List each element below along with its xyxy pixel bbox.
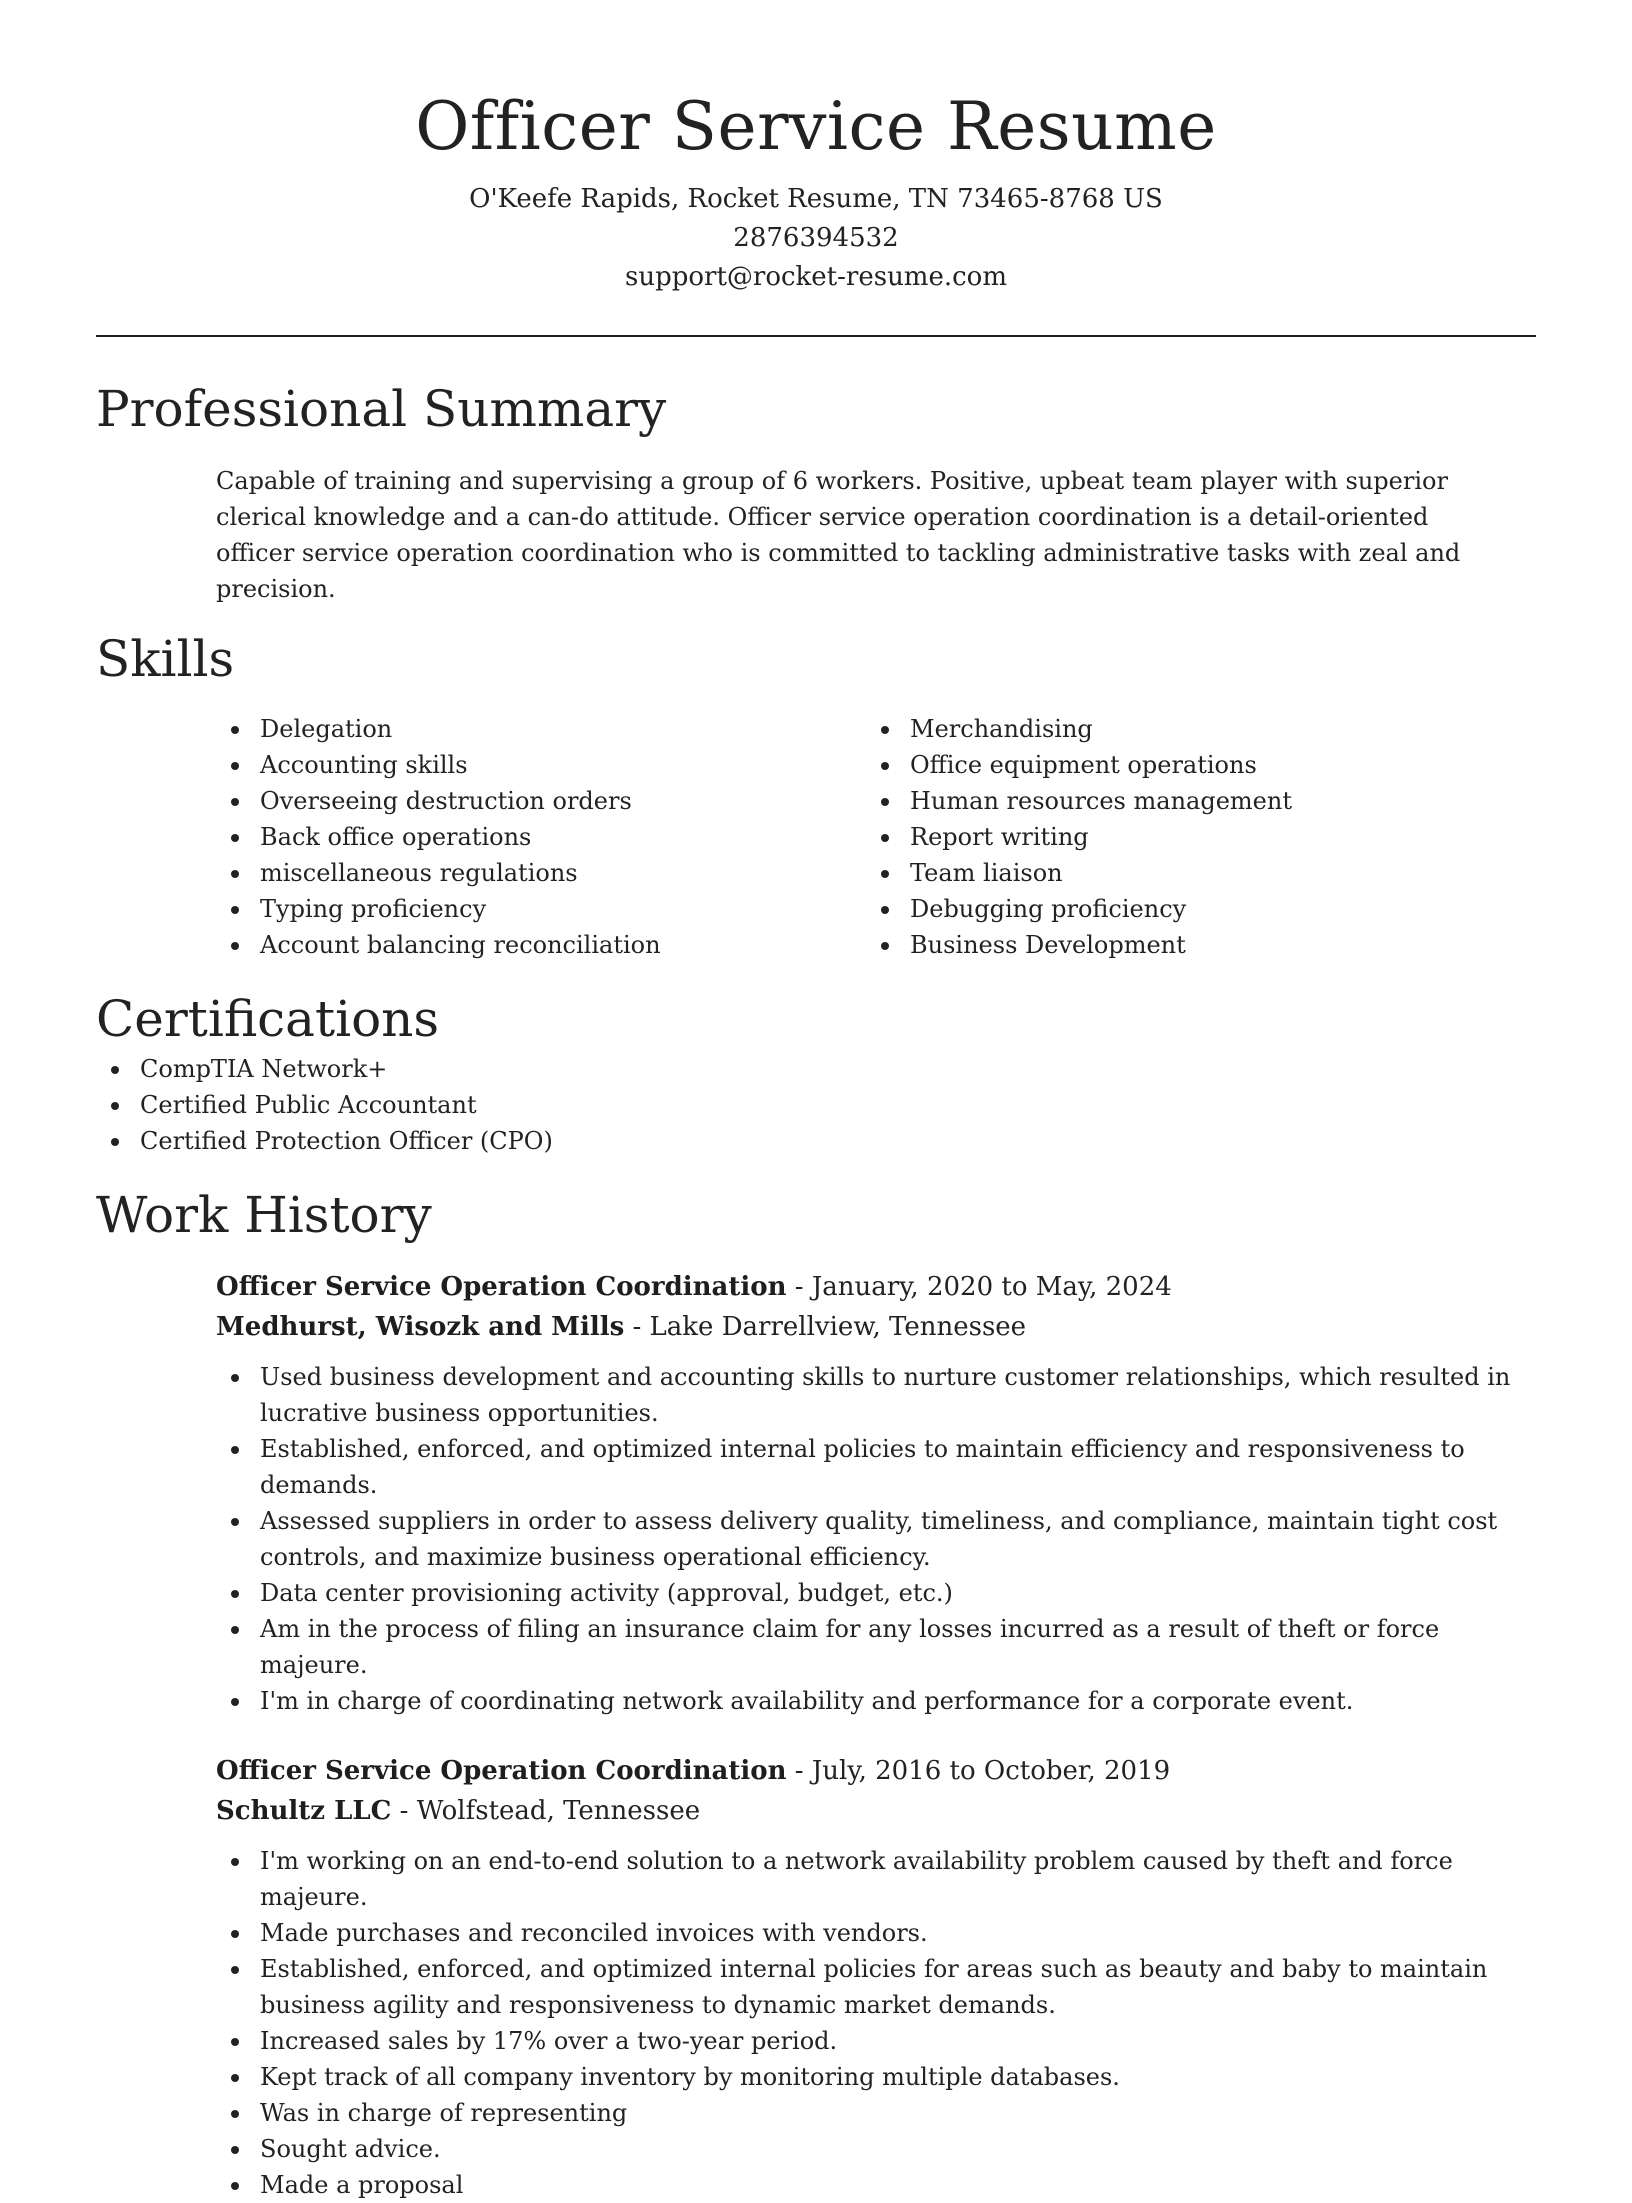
resume-header [96, 0, 1536, 297]
job-bullets [216, 1843, 1536, 2203]
header-divider [96, 335, 1536, 337]
work-history-heading: Work History [96, 1186, 432, 1244]
skills-list-right [866, 711, 1516, 963]
job-entry [216, 1751, 1536, 2203]
summary-section [96, 377, 1536, 607]
job-title-line [216, 1751, 1536, 1791]
contact-phone: 2876394532 [733, 223, 899, 253]
job-title: Officer Service Operation Coordination [216, 1272, 787, 1302]
job-location: - Wolfstead, Tennessee [391, 1796, 701, 1826]
job-dates: - July, 2016 to October, 2019 [786, 1756, 1171, 1786]
skill-item: Report writing [866, 819, 1516, 855]
job-entry [216, 1267, 1536, 1719]
summary-heading: Professional Summary [96, 380, 667, 438]
certification-item: Certified Public Accountant [96, 1087, 1536, 1123]
job-company-line [216, 1791, 1536, 1831]
skill-item: Team liaison [866, 855, 1516, 891]
job-bullet: I'm in charge of coordinating network availability and performance for a corporate event. [216, 1683, 1536, 1719]
certification-item: CompTIA Network+ [96, 1051, 1536, 1087]
skills-column-left [216, 711, 866, 963]
job-bullet: Was in charge of representing [216, 2095, 1536, 2131]
job-title: Officer Service Operation Coordination [216, 1756, 787, 1786]
skills-heading: Skills [96, 630, 235, 688]
skill-item: Overseeing destruction orders [216, 783, 866, 819]
job-bullet: Established, enforced, and optimized internal policies for areas such as beauty and baby to maintain business agility and responsiveness to dynamic market demands. [216, 1951, 1536, 2023]
job-bullet: Made purchases and reconciled invoices with vendors. [216, 1915, 1536, 1951]
skills-column-right [866, 711, 1516, 963]
certifications-section [96, 987, 1536, 1159]
job-company: Schultz LLC [216, 1796, 392, 1826]
skill-item: Merchandising [866, 711, 1516, 747]
job-bullet: Sought advice. [216, 2131, 1536, 2167]
job-dates: - January, 2020 to May, 2024 [786, 1272, 1172, 1302]
job-bullet: Am in the process of filing an insurance claim for any losses incurred as a result of theft or force majeure. [216, 1611, 1536, 1683]
job-bullet: Made a proposal [216, 2167, 1536, 2203]
contact-email: support@rocket-resume.com [624, 262, 1007, 292]
certification-item: Certified Protection Officer (CPO) [96, 1123, 1536, 1159]
skill-item: miscellaneous regulations [216, 855, 866, 891]
skill-item: Back office operations [216, 819, 866, 855]
skills-columns [216, 711, 1536, 963]
skill-item: Delegation [216, 711, 866, 747]
job-bullet: Kept track of all company inventory by monitoring multiple databases. [216, 2059, 1536, 2095]
job-bullet: Assessed suppliers in order to assess delivery quality, timeliness, and compliance, maintain tight cost controls, and maximize business operational efficiency. [216, 1503, 1536, 1575]
skill-item: Accounting skills [216, 747, 866, 783]
skill-item: Human resources management [866, 783, 1516, 819]
skill-item: Typing proficiency [216, 891, 866, 927]
skill-item: Business Development [866, 927, 1516, 963]
job-bullet: Established, enforced, and optimized internal policies to maintain efficiency and responsiveness to demands. [216, 1431, 1536, 1503]
skills-list-left [216, 711, 866, 963]
job-bullet: Data center provisioning activity (approval, budget, etc.) [216, 1575, 1536, 1611]
resume-page [96, 0, 1536, 2203]
skill-item: Debugging proficiency [866, 891, 1516, 927]
contact-address: O'Keefe Rapids, Rocket Resume, TN 73465-8768 US [469, 184, 1163, 214]
summary-text: Capable of training and supervising a group of 6 workers. Positive, upbeat team player with superior clerical knowledge and a can-do attitude. Officer service operation coordination is a detail-oriented officer service operation coordination who is committed to tackling administrative tasks with zeal and precision. [216, 467, 1461, 603]
skill-item: Account balancing reconciliation [216, 927, 866, 963]
certifications-heading: Certifications [96, 990, 440, 1048]
job-bullet: I'm working on an end-to-end solution to a network availability problem caused by theft and force majeure. [216, 1843, 1536, 1915]
job-company: Medhurst, Wisozk and Mills [216, 1312, 625, 1342]
certifications-list [96, 1051, 1536, 1159]
job-bullets [216, 1359, 1536, 1719]
job-location: - Lake Darrellview, Tennessee [624, 1312, 1027, 1342]
job-bullet: Used business development and accounting skills to nurture customer relationships, which resulted in lucrative business opportunities. [216, 1359, 1536, 1431]
skill-item: Office equipment operations [866, 747, 1516, 783]
job-bullet: Increased sales by 17% over a two-year period. [216, 2023, 1536, 2059]
job-title-line [216, 1267, 1536, 1307]
work-history-section [96, 1183, 1536, 2203]
resume-title: Officer Service Resume [415, 88, 1217, 165]
job-company-line [216, 1307, 1536, 1347]
skills-section [96, 627, 1536, 963]
